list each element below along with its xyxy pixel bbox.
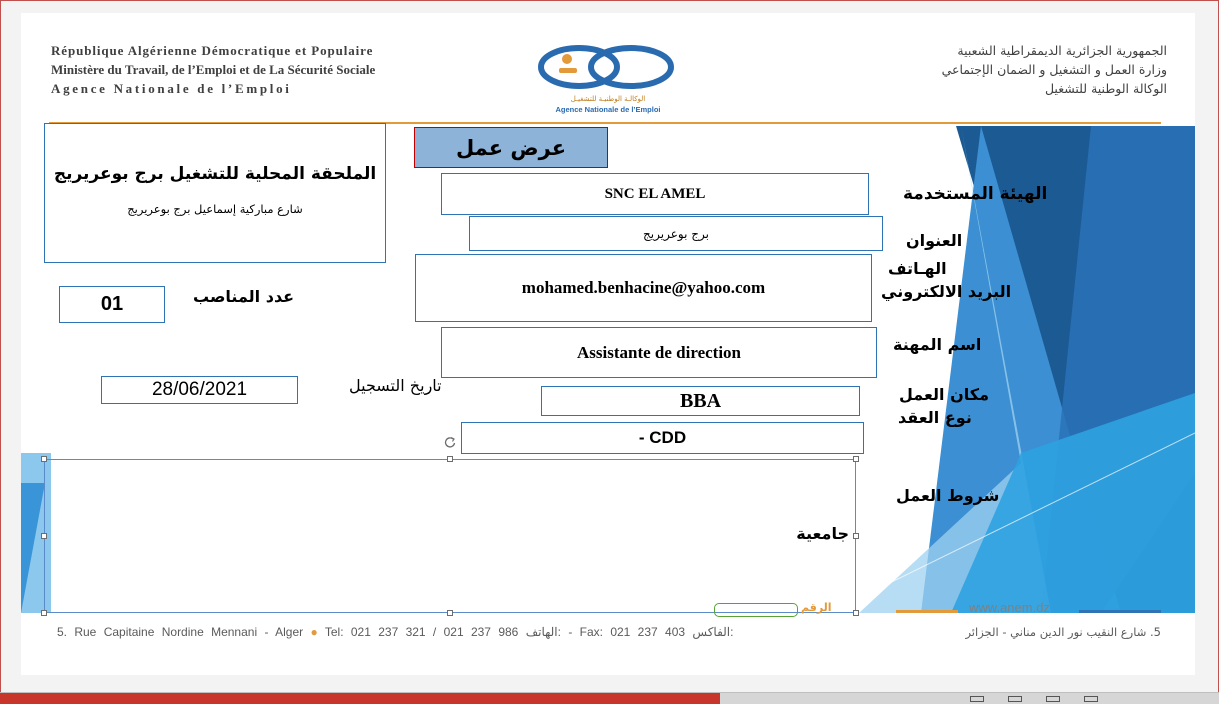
address-label: العنوان — [906, 231, 963, 250]
registration-date-field: 28/06/2021 — [101, 376, 298, 404]
header-fr-line-3: Agence Nationale de l’Emploi — [51, 81, 292, 96]
footer-phone-ar: الهاتف: — [525, 625, 561, 639]
registration-date-label: تاريخ التسجيل — [349, 376, 442, 395]
footer-address-ar: 5. شارع النقيب نور الدين مناني - الجزائر — [965, 625, 1161, 639]
work-conditions-textbox[interactable] — [44, 459, 856, 613]
rotate-handle-icon[interactable] — [444, 436, 456, 448]
email-field: mohamed.benhacine@yahoo.com — [415, 254, 872, 322]
anem-logo-icon — [533, 41, 683, 95]
phone-badge — [714, 603, 798, 617]
agency-address: شارع مباركية إسماعيل برج بوعريريج — [127, 202, 303, 216]
resize-handle-top-left[interactable] — [41, 456, 47, 462]
contract-type-label: نوع العقد — [898, 408, 972, 427]
footer-address — [57, 625, 1161, 641]
reading-view-icon[interactable] — [1046, 696, 1060, 702]
work-conditions-value: جامعية — [796, 524, 849, 543]
bottom-status-bar — [0, 692, 1219, 704]
footer-address-fr: 5. Rue Capitaine Nordine Mennani - Alger — [57, 625, 304, 639]
anem-logo — [533, 41, 683, 117]
footer-fax: Fax: 021 237 403 — [579, 625, 686, 639]
footer-fax-ar: الفاكس: — [692, 625, 734, 639]
slideshow-icon[interactable] — [1084, 696, 1098, 702]
normal-view-icon[interactable] — [970, 696, 984, 702]
work-conditions-label: شروط العمل — [896, 486, 1000, 505]
address-field: برج بوعريريج — [469, 216, 883, 251]
footer-line-orange — [896, 610, 958, 613]
employer-field: SNC EL AMEL — [441, 173, 869, 215]
job-title-label: اسم المهنة — [893, 335, 982, 354]
workplace-field: BBA — [541, 386, 860, 416]
agency-box — [44, 123, 386, 263]
email-label: البريد الالكتروني — [881, 282, 1012, 301]
header-ar-line-3: الوكالة الوطنية للتشغيل — [1044, 81, 1167, 96]
agency-name: الملحقة المحلية للتشغيل برج بوعريريج — [53, 164, 377, 184]
positions-count-field: 01 — [59, 286, 165, 323]
offer-title: عرض عمل — [414, 127, 608, 168]
document-slide — [21, 13, 1195, 675]
job-title-field: Assistante de direction — [441, 327, 877, 378]
resize-handle-right[interactable] — [853, 533, 859, 539]
header-arabic — [942, 41, 1167, 98]
resize-handle-bottom-left[interactable] — [41, 610, 47, 616]
header-fr-line-2: Ministère du Travail, de l’Emploi et de La Sécurité Sociale — [51, 62, 376, 77]
resize-handle-bottom[interactable] — [447, 610, 453, 616]
status-bar-red-strip — [0, 693, 720, 704]
footer-website: www.anem.dz — [969, 600, 1050, 615]
workplace-label: مكان العمل — [899, 385, 989, 404]
logo-arabic-text: الوكالـة الوطنيـة للتشغيـل — [570, 95, 646, 103]
resize-handle-bottom-right[interactable] — [853, 610, 859, 616]
contract-type-field: - CDD — [461, 422, 864, 454]
header-ar-line-1: الجمهورية الجزائرية الديمقراطية الشعبية — [957, 43, 1167, 58]
footer-line-blue — [1079, 610, 1161, 613]
logo-french-text: Agence Nationale de l’Emploi — [555, 105, 661, 114]
footer-number-label: الرقم — [801, 601, 832, 614]
footer-tel: Tel: 021 237 321 / 021 237 986 — [324, 625, 519, 639]
phone-label: الهـاتف — [888, 259, 947, 278]
footer-address-fr-block: 5. Rue Capitaine Nordine Mennani - Alger ● Tel: 021 237 321 / 021 237 986 الهاتف: - Fax: 021 237 403 الفاكس: — [57, 625, 734, 639]
resize-handle-top[interactable] — [447, 456, 453, 462]
header-ar-line-2: وزارة العمل و التشغيل و الضمان الإجتماعي — [941, 62, 1167, 77]
header-fr-line-1: République Algérienne Démocratique et Populaire — [51, 43, 374, 58]
header-french — [51, 41, 375, 98]
positions-count-label: عدد المناصب — [193, 287, 295, 306]
resize-handle-left[interactable] — [41, 533, 47, 539]
slide-sorter-icon[interactable] — [1008, 696, 1022, 702]
resize-handle-top-right[interactable] — [853, 456, 859, 462]
employer-label: الهيئة المستخدمة — [903, 184, 1048, 204]
